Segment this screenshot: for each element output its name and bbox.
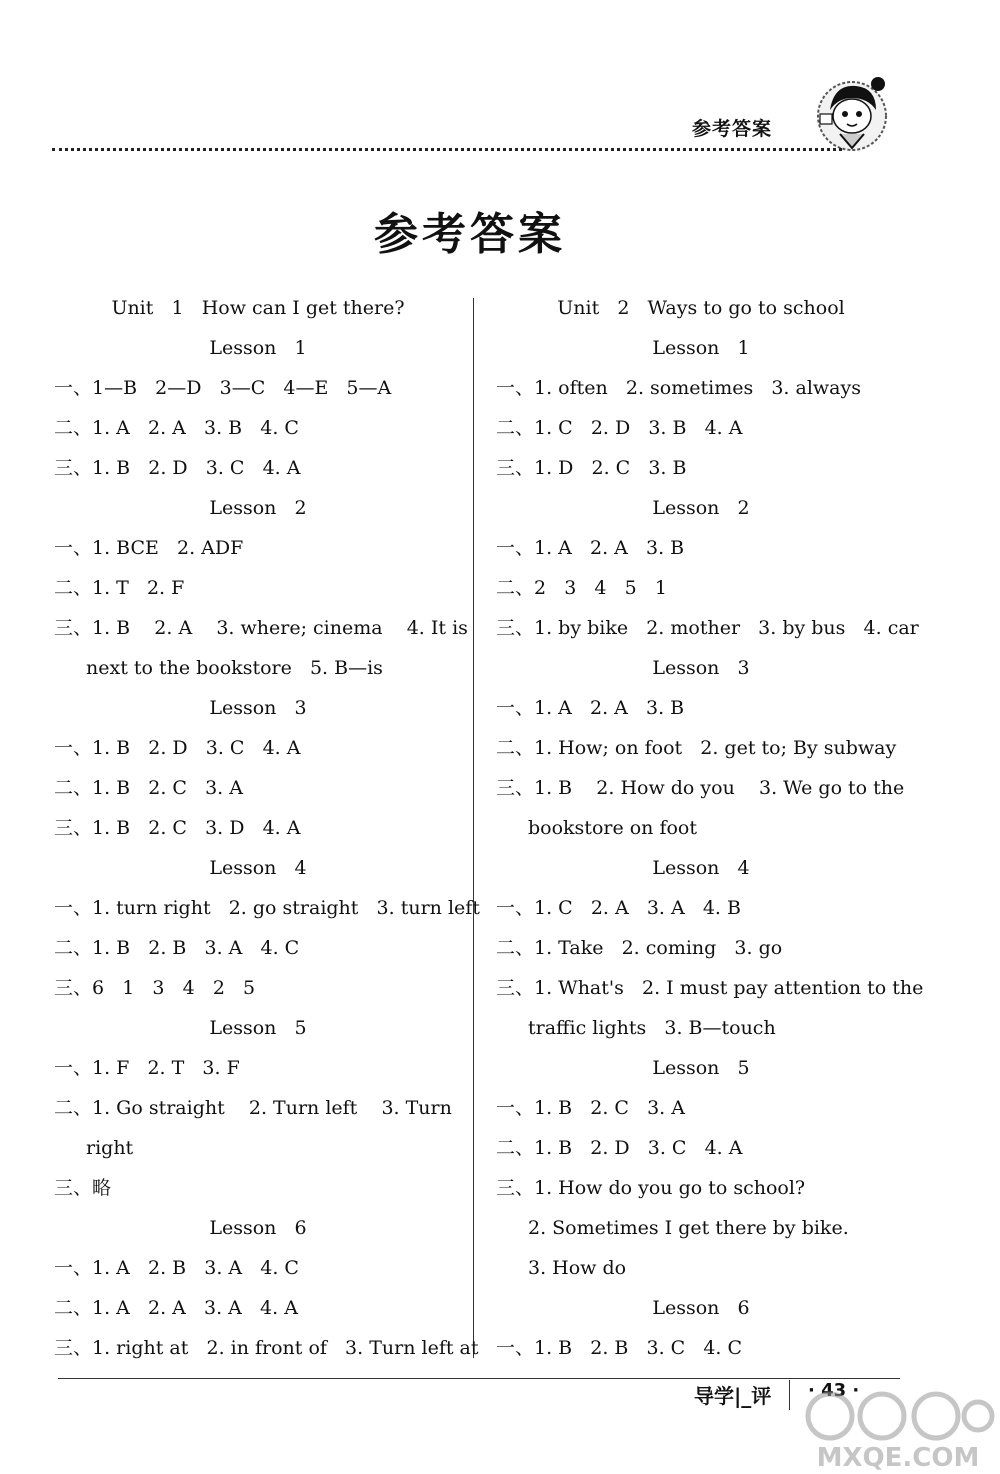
- answer-line: 一、1. F 2. T 3. F: [54, 1057, 240, 1079]
- section-heading: Lesson 4: [209, 857, 307, 879]
- answer-line: 三、1. by bike 2. mother 3. by bus 4. car: [496, 617, 919, 639]
- answer-line: 三、6 1 3 4 2 5: [54, 977, 256, 999]
- page-title: 参考答案: [374, 209, 566, 260]
- answer-line: 一、1. C 2. A 3. A 4. B: [496, 897, 741, 919]
- page-number: · 43 ·: [808, 1380, 860, 1401]
- answer-line: 二、1. T 2. F: [54, 577, 185, 599]
- section-heading: Lesson 1: [652, 337, 750, 359]
- answer-line: 三、1. B 2. A 3. where; cinema 4. It is: [54, 617, 468, 639]
- footer-separator: [789, 1380, 790, 1410]
- left-column: [54, 288, 480, 1368]
- answer-line: 一、1. A 2. A 3. B: [496, 537, 685, 559]
- section-heading: Unit 2 Ways to go to school: [557, 297, 845, 319]
- answer-line: 三、1. B 2. C 3. D 4. A: [54, 817, 301, 839]
- answer-line: 一、1. turn right 2. go straight 3. turn left: [54, 897, 480, 919]
- answer-line: 三、1. How do you go to school?: [496, 1177, 806, 1199]
- answer-line: 二、1. Go straight 2. Turn left 3. Turn: [54, 1097, 452, 1119]
- answer-line: 一、1. B 2. D 3. C 4. A: [54, 737, 301, 759]
- section-heading: Lesson 2: [209, 497, 307, 519]
- section-heading: Lesson 3: [652, 657, 750, 679]
- answer-line: 一、1. BCE 2. ADF: [54, 537, 244, 559]
- footer-brand: 导学|_评: [694, 1384, 772, 1408]
- answer-line: traffic lights 3. B—touch: [528, 1017, 776, 1039]
- header-label: 参考答案: [692, 118, 773, 140]
- section-heading: Lesson 4: [652, 857, 750, 879]
- answer-line: bookstore on foot: [528, 817, 698, 839]
- answer-line: 二、1. A 2. A 3. B 4. C: [54, 417, 299, 439]
- answer-line: 二、1. Take 2. coming 3. go: [496, 937, 783, 959]
- answer-line: 一、1. B 2. C 3. A: [496, 1097, 685, 1119]
- answer-line: 三、1. B 2. How do you 3. We go to the: [496, 777, 905, 799]
- answer-line: 三、1. D 2. C 3. B: [496, 457, 687, 479]
- right-column: [496, 288, 924, 1368]
- answer-line: 三、1. B 2. D 3. C 4. A: [54, 457, 301, 479]
- section-heading: Lesson 2: [652, 497, 750, 519]
- section-heading: Lesson 1: [209, 337, 307, 359]
- answer-line: 二、1. B 2. B 3. A 4. C: [54, 937, 300, 959]
- answer-line: 一、1—B 2—D 3—C 4—E 5—A: [54, 377, 392, 399]
- section-heading: Lesson 5: [209, 1017, 307, 1039]
- answer-line: 二、2 3 4 5 1: [496, 577, 667, 599]
- section-heading: Lesson 6: [209, 1217, 307, 1239]
- answer-line: 二、1. B 2. D 3. C 4. A: [496, 1137, 743, 1159]
- section-heading: Lesson 3: [209, 697, 307, 719]
- answer-line: 二、1. A 2. A 3. A 4. A: [54, 1297, 298, 1319]
- answer-line: 二、1. How; on foot 2. get to; By subway: [496, 737, 897, 759]
- section-heading: Unit 1 How can I get there?: [111, 297, 405, 319]
- watermark-text: MXQE.COM: [816, 1443, 980, 1472]
- answer-line: 3. How do: [528, 1257, 627, 1279]
- footer-divider: [58, 1378, 900, 1379]
- watermark-logo: [800, 1386, 996, 1472]
- answer-line: 三、1. right at 2. in front of 3. Turn left at: [54, 1337, 479, 1359]
- answer-line: 二、1. B 2. C 3. A: [54, 777, 243, 799]
- answer-line: 2. Sometimes I get there by bike.: [528, 1217, 849, 1239]
- answer-line: 一、1. A 2. A 3. B: [496, 697, 685, 719]
- answer-line: 二、1. C 2. D 3. B 4. A: [496, 417, 743, 439]
- column-divider: [473, 298, 474, 1358]
- header-divider: [52, 148, 842, 151]
- answer-line: next to the bookstore 5. B—is: [86, 657, 383, 679]
- answer-line: 一、1. B 2. B 3. C 4. C: [496, 1337, 743, 1359]
- answer-line: right: [86, 1137, 134, 1159]
- mascot-icon: [812, 74, 894, 154]
- answer-line: 一、1. often 2. sometimes 3. always: [496, 377, 861, 399]
- section-heading: Lesson 5: [652, 1057, 750, 1079]
- answer-line: 一、1. A 2. B 3. A 4. C: [54, 1257, 299, 1279]
- answer-line: 三、1. What's 2. I must pay attention to the: [496, 977, 924, 999]
- answer-line: 三、略: [54, 1177, 112, 1199]
- section-heading: Lesson 6: [652, 1297, 750, 1319]
